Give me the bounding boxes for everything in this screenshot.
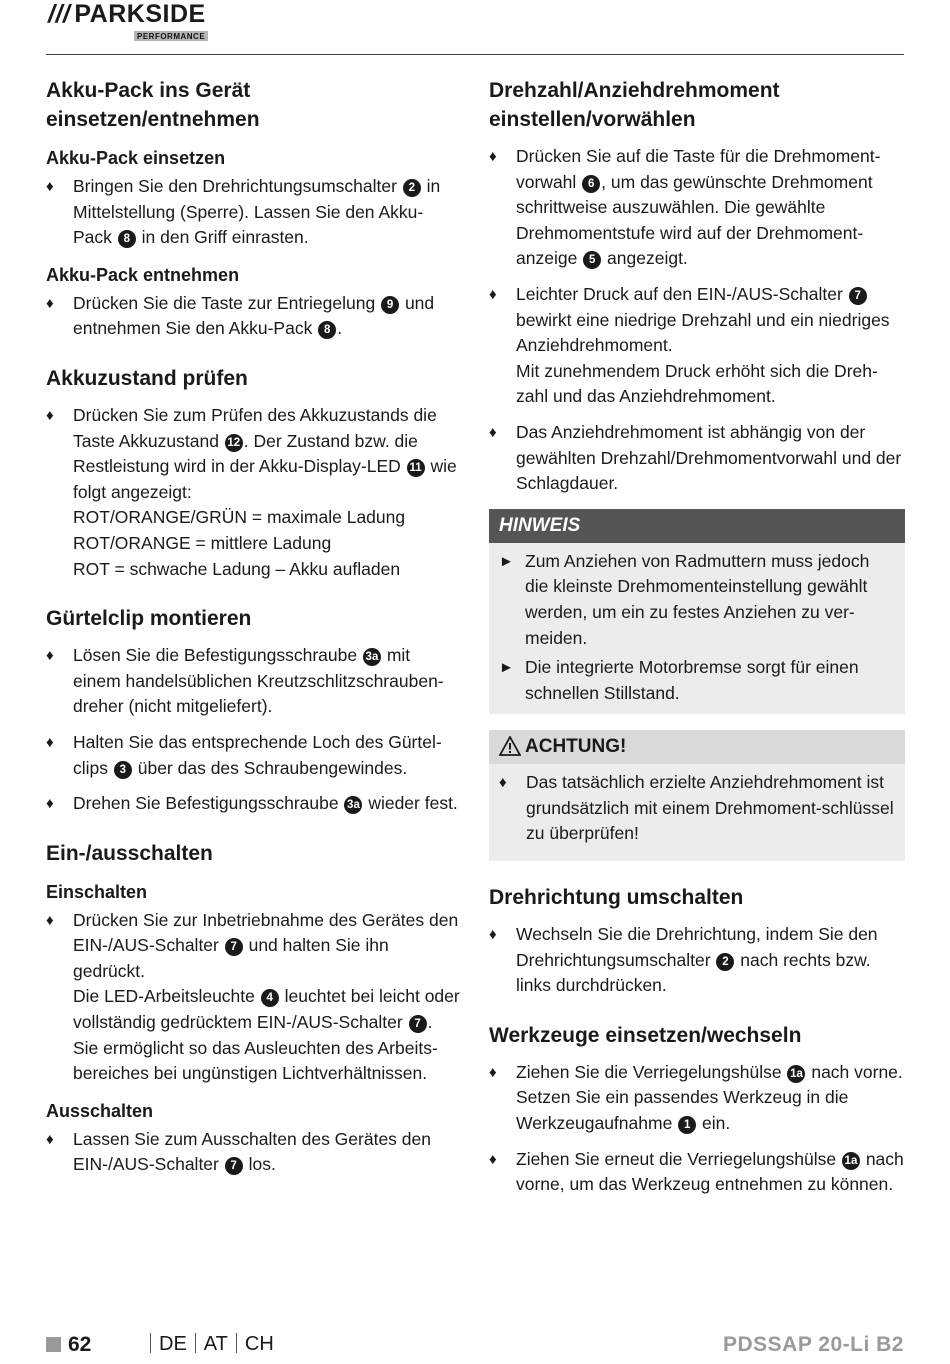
list-item: ► Zum Anziehen von Radmuttern muss jedoch die kleinste Drehmomenteinstellung gewählt werden, um ein zu festes Anziehen zu ver-meiden.	[499, 550, 870, 648]
part-number: 3	[114, 761, 132, 779]
list-item: ♦ Wechseln Sie die Drehrichtung, indem Sie den Drehrichtungsumschalter 2 nach rechts bzw. links durchdrücken.	[489, 924, 878, 996]
diamond-bullet-icon: ♦	[46, 911, 54, 929]
part-number: 5	[583, 251, 601, 269]
section-akku-einsetzen	[46, 76, 462, 342]
part-number: 1a	[842, 1152, 860, 1170]
subsection-title: Akku-Pack einsetzen	[46, 148, 226, 168]
lang-code: CH	[244, 1333, 274, 1355]
diamond-bullet-icon: ♦	[489, 1150, 497, 1168]
diamond-bullet-icon: ♦	[46, 406, 54, 424]
section-drehrichtung	[489, 883, 905, 999]
diamond-bullet-icon: ♦	[46, 1130, 54, 1148]
left-column	[46, 76, 462, 1188]
list-item: ♦ Drücken Sie zum Prüfen des Akkuzustands die Taste Akkuzustand 12 . Der Zustand bzw. die Restleistung wird in der Akku-Display-LED 11 wie folgt angezeigt: ROT/ORANGE/GRÜN = maximale Ladung ROT/ORANGE = mittlere Ladung ROT = schwache Ladung – Akku aufladen	[46, 404, 457, 579]
page-square-icon	[46, 1337, 61, 1352]
list-item: ♦ Das Anziehdrehmoment ist abhängig von der gewählten Drehzahl/Drehmomentvorwahl und der Schlagdauer.	[489, 421, 902, 494]
page-number: 62	[68, 1333, 92, 1356]
section-title: Drehrichtung umschalten	[489, 886, 744, 910]
list-item: ♦ Halten Sie das entsprechende Loch des Gürtel-clips 3 über das des Schraubengewindes.	[46, 731, 442, 778]
lang-code: DE	[159, 1333, 187, 1355]
part-number: 1	[678, 1116, 696, 1134]
subsection-title: Einschalten	[46, 881, 148, 902]
section-ein-ausschalten	[46, 839, 462, 1178]
status-line: ROT = schwache Ladung – Akku aufladen	[73, 558, 401, 579]
list-item: ♦ Ziehen Sie erneut die Verriegelungshülse 1a nach vorne, um das Werkzeug entnehmen zu können.	[489, 1148, 904, 1195]
part-number: 11	[407, 459, 425, 477]
list-item: ► Die integrierte Motorbremse sorgt für einen schnellen Stillstand.	[499, 657, 859, 703]
list-item: ♦ Das tatsächlich erzielte Anziehdrehmoment ist grundsätzlich mit einem Drehmoment-schlüssel zu überprüfen!	[499, 772, 894, 844]
diamond-bullet-icon: ♦	[46, 294, 54, 312]
hinweis-box	[489, 509, 905, 715]
part-number: 4	[261, 989, 279, 1007]
section-title: Werkzeuge einsetzen/wechseln	[489, 1023, 802, 1047]
section-title: Ein-/ausschalten	[46, 841, 213, 865]
diamond-bullet-icon: ♦	[489, 1063, 497, 1081]
part-number: 8	[318, 321, 336, 339]
diamond-bullet-icon: ♦	[489, 926, 497, 944]
list-item: ♦ Lösen Sie die Befestigungsschraube 3a mit einem handelsüblichen Kreutzschlitzschrauben-dreher (nicht mitgeliefert).	[46, 645, 444, 717]
list-item: ♦ Leichter Druck auf den EIN-/AUS-Schalter 7 bewirkt eine niedrige Drehzahl und ein niedriges Anziehdrehmoment. Mit zunehmendem Druck erhöht sich die Dreh-zahl und das Anziehdrehmoment.	[489, 283, 890, 407]
part-number: 7	[409, 1015, 427, 1033]
subsection-title: Ausschalten	[46, 1100, 154, 1121]
language-codes	[142, 1333, 274, 1356]
diamond-bullet-icon: ♦	[46, 178, 54, 195]
part-number: 3a	[363, 648, 381, 666]
part-number: 7	[225, 1157, 243, 1175]
diamond-bullet-icon: ♦	[46, 647, 54, 665]
status-line: ROT/ORANGE = mittlere Ladung	[73, 532, 332, 553]
part-number: 7	[225, 938, 243, 956]
diamond-bullet-icon: ♦	[46, 733, 54, 751]
achtung-title: ACHTUNG!	[489, 730, 905, 764]
achtung-box	[489, 730, 905, 861]
page-header	[46, 0, 904, 55]
page-footer	[46, 1330, 904, 1360]
triangle-bullet-icon: ►	[499, 552, 514, 570]
diamond-bullet-icon: ♦	[499, 774, 507, 792]
triangle-bullet-icon: ►	[499, 659, 514, 677]
section-title: Akkuzustand prüfen	[46, 366, 248, 390]
list-item: ♦ Drücken Sie auf die Taste für die Drehmoment-vorwahl 6 , um das gewünschte Drehmoment schrittweise auszuwählen. Die gewählte Drehmomentstufe wird auf der Drehmoment-anzeige 5 angezeigt.	[489, 146, 881, 269]
list-item: ♦ Drücken Sie zur Inbetriebnahme des Gerätes den EIN-/AUS-Schalter 7 und halten Sie ihn gedrückt. Die LED-Arbeitsleuchte 4 leuchtet bei leicht oder vollständig gedrücktem EIN-/AUS-Schalter 7 . Sie ermöglicht so das Ausleuchten des Arbeits-bereiches bei ungünstigen Lichtverhältnissen.	[46, 909, 460, 1084]
subsection-title: Akku-Pack entnehmen	[46, 264, 240, 285]
part-number: 6	[582, 175, 600, 193]
section-werkzeuge	[489, 1021, 905, 1198]
model-name: PDSSAP 20-Li B2	[722, 1333, 904, 1356]
part-number: 2	[403, 179, 421, 197]
part-number: 9	[381, 296, 399, 314]
divider	[150, 1333, 151, 1353]
list-item: ♦ Drücken Sie die Taste zur Entriegelung 9 und entnehmen Sie den Akku-Pack 8 .	[46, 292, 435, 339]
section-guertelclip	[46, 604, 462, 817]
section-akkuzustand	[46, 364, 462, 582]
list-item: ♦ Drehen Sie Befestigungsschraube 3a wieder fest.	[46, 791, 462, 817]
diamond-bullet-icon: ♦	[489, 148, 497, 165]
list-item: ♦ Bringen Sie den Drehrichtungsumschalter 2 in Mittelstellung (Sperre). Lassen Sie den Akku-Pack 8 in den Griff einrasten.	[46, 176, 441, 248]
right-column	[489, 76, 905, 1208]
warning-triangle-icon	[499, 736, 521, 756]
status-line: ROT/ORANGE/GRÜN = maximale Ladung	[73, 507, 406, 528]
diamond-bullet-icon: ♦	[46, 795, 54, 813]
section-drehzahl	[489, 76, 905, 497]
part-number: 12	[225, 434, 243, 452]
diamond-bullet-icon: ♦	[489, 423, 497, 441]
hinweis-title: HINWEIS	[489, 509, 905, 543]
brand-logo: /// PARKSIDE	[48, 0, 206, 28]
part-number: 8	[118, 230, 136, 248]
part-number: 2	[716, 953, 734, 971]
brand-sub: PERFORMANCE	[134, 31, 208, 41]
section-title: Drehzahl/Anziehdrehmoment einstellen/vorwählen	[489, 79, 780, 131]
lang-code: AT	[203, 1333, 228, 1355]
list-item: ♦ Ziehen Sie die Verriegelungshülse 1a nach vorne. Setzen Sie ein passendes Werkzeug in die Werkzeugaufnahme 1 ein.	[489, 1061, 903, 1134]
section-title: Akku-Pack ins Gerät einsetzen/entnehmen	[46, 79, 260, 131]
part-number: 3a	[344, 796, 362, 814]
part-number: 7	[849, 287, 867, 305]
section-title: Gürtelclip montieren	[46, 607, 252, 631]
part-number: 1a	[787, 1065, 805, 1083]
divider	[236, 1333, 237, 1353]
diamond-bullet-icon: ♦	[489, 285, 497, 303]
divider	[195, 1333, 196, 1353]
list-item: ♦ Lassen Sie zum Ausschalten des Gerätes den EIN-/AUS-Schalter 7 los.	[46, 1128, 431, 1175]
